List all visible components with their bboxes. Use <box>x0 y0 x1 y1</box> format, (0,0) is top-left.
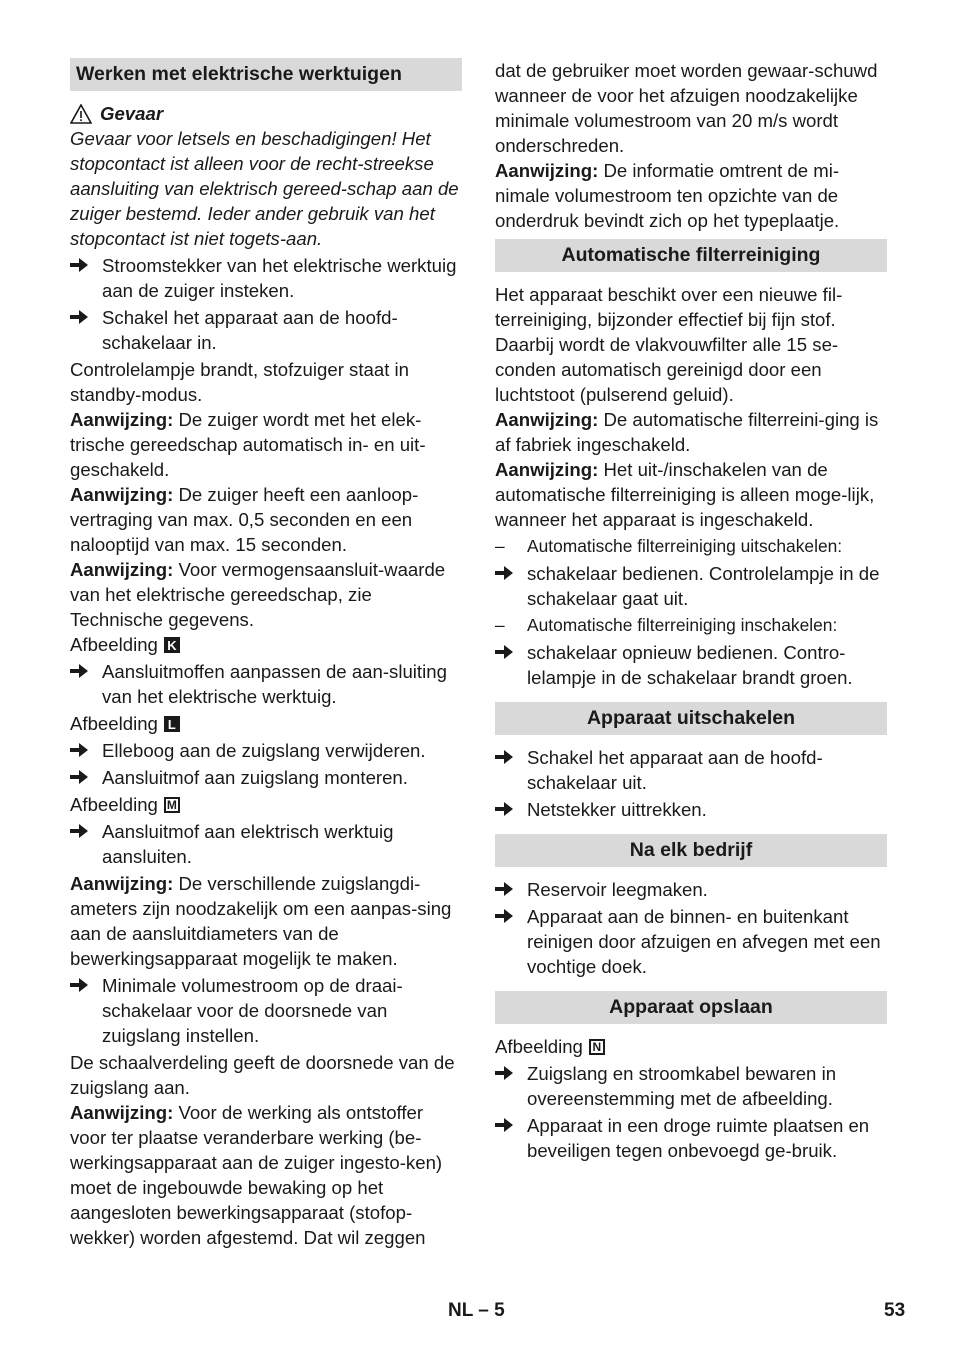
step-item: Elleboog aan de zuigslang verwijderen. <box>70 738 462 763</box>
note: Aanwijzing: De zuiger wordt met het elek-trische gereedschap automatisch in- en uit-geschakeld. <box>70 409 426 480</box>
step-item: Aansluitmof aan elektrisch werktuig aansluiten. <box>70 819 462 869</box>
figure-badge: M <box>164 797 180 813</box>
section-title-switch-off: Apparaat uitschakelen <box>495 702 887 735</box>
arrow-right-icon <box>70 738 102 763</box>
section-title-after-use: Na elk bedrijf <box>495 834 887 867</box>
figure-reference: Afbeelding M <box>70 792 462 817</box>
figure-badge: L <box>164 716 180 732</box>
note: Aanwijzing: De automatische filterreini-ging is af fabriek ingeschakeld. <box>495 409 879 455</box>
figure-reference: Afbeelding L <box>70 711 462 736</box>
note: Aanwijzing: Het uit-/inschakelen van de automatische filterreiniging is alleen moge-lijk, wanneer het apparaat is ingeschakeld. <box>495 459 875 530</box>
arrow-right-icon <box>70 819 102 869</box>
figure-badge: N <box>589 1039 605 1055</box>
figure-badge: K <box>164 637 180 653</box>
dash-item: – Automatische filterreiniging uitschakelen: <box>495 536 843 556</box>
step-item: Apparaat in een droge ruimte plaatsen en beveiligen tegen onbevoegd ge-bruik. <box>495 1113 887 1163</box>
arrow-right-icon <box>70 659 102 709</box>
arrow-right-icon <box>70 253 102 303</box>
right-column <box>495 58 887 1165</box>
danger-label: Gevaar <box>100 103 164 124</box>
arrow-right-icon <box>70 305 102 355</box>
step-item: schakelaar opnieuw bedienen. Contro-lelampje in de schakelaar brandt groen. <box>495 640 887 690</box>
page-number: 53 <box>884 1300 906 1321</box>
dash-item: – Automatische filterreiniging inschakelen: <box>495 615 838 635</box>
note: Aanwijzing: De verschillende zuigslangdi-ameters zijn noodzakelijk om een aanpas-sing aan de aansluitdiameters van de bewerkingsapparaat mogelijk te maken. <box>70 873 452 969</box>
step-item: Schakel het apparaat aan de hoofd-schakelaar uit. <box>495 745 887 795</box>
step-item: Zuigslang en stroomkabel bewaren in overeenstemming met de afbeelding. <box>495 1061 887 1111</box>
step-item: Aansluitmoffen aanpassen de aan-sluiting van het elektrische werktuig. <box>70 659 462 709</box>
paragraph: Controlelampje brandt, stofzuiger staat in standby-modus. <box>70 359 409 405</box>
arrow-right-icon <box>495 1113 527 1163</box>
arrow-right-icon <box>495 640 527 690</box>
note: Aanwijzing: De zuiger heeft een aanloop-vertraging van max. 0,5 seconden en een nalooptijd van max. 15 seconden. <box>70 484 419 555</box>
arrow-right-icon <box>495 797 527 822</box>
danger-text: Gevaar voor letsels en beschadigingen! Het stopcontact ist alleen voor de recht-streekse aansluiting van elektrisch gereed-schap aan de zuiger bestemd. Ieder ander gebruik van het stopcontact ist niet togets-aan. <box>70 128 459 249</box>
arrow-right-icon <box>495 561 527 611</box>
step-item: schakelaar bedienen. Controlelampje in de schakelaar gaat uit. <box>495 561 887 611</box>
arrow-right-icon <box>495 745 527 795</box>
arrow-right-icon <box>495 877 527 902</box>
section-title-electric-tools: Werken met elektrische werktuigen <box>70 58 462 91</box>
figure-reference: Afbeelding K <box>70 632 462 657</box>
step-item: Minimale volumestroom op de draai-schakelaar voor de doorsnede van zuigslang instellen. <box>70 973 462 1048</box>
arrow-right-icon <box>495 904 527 979</box>
step-item: Reservoir leegmaken. <box>495 877 887 902</box>
step-item: Apparaat aan de binnen- en buitenkant reinigen door afzuigen en afvegen met een vochtige doek. <box>495 904 887 979</box>
footer-language-page: NL – 5 <box>448 1300 505 1321</box>
section-title-filter-cleaning: Automatische filterreiniging <box>495 239 887 272</box>
section-title-storage: Apparaat opslaan <box>495 991 887 1024</box>
step-item: Netstekker uittrekken. <box>495 797 887 822</box>
step-item: Stroomstekker van het elektrische werktuig aan de zuiger insteken. <box>70 253 462 303</box>
arrow-right-icon <box>495 1061 527 1111</box>
paragraph: dat de gebruiker moet worden gewaar-schuwd wanneer de voor het afzuigen noodzakelijke minimale volumestroom van 20 m/s wordt onderschreden. <box>495 60 878 156</box>
warning-triangle-icon <box>70 104 92 124</box>
left-column <box>70 58 462 1250</box>
paragraph: Het apparaat beschikt over een nieuwe fil-terreiniging, bijzonder effectief bij fijn stof. Daarbij wordt de vlakvouwfilter alle 15 se-conden automatisch gereinigd door een luchtstoot (pulserend geluid). <box>495 284 843 405</box>
arrow-right-icon <box>70 973 102 1048</box>
note: Aanwijzing: De informatie omtrent de mi-nimale volumestroom ten opzichte van de onderdruk bevindt zich op het typeplaatje. <box>495 160 840 231</box>
paragraph: De schaalverdeling geeft de doorsnede van de zuigslang aan. <box>70 1052 455 1098</box>
note: Aanwijzing: Voor vermogensaansluit-waarde van het elektrische gereedschap, zie Technische gegevens. <box>70 559 446 630</box>
step-item: Schakel het apparaat aan de hoofd-schakelaar in. <box>70 305 462 355</box>
step-item: Aansluitmof aan zuigslang monteren. <box>70 765 462 790</box>
danger-heading <box>70 101 462 126</box>
arrow-right-icon <box>70 765 102 790</box>
figure-reference: Afbeelding N <box>495 1034 887 1059</box>
note: Aanwijzing: Voor de werking als ontstoffer voor ter plaatse veranderbare werking (be-werkingsapparaat aan de zuiger ingesto-ken) moet de ingebouwde bewaking op het aangesloten bewerkingsapparaat (stofop-wekker) worden afgestemd. Dat wil zeggen <box>70 1102 443 1248</box>
